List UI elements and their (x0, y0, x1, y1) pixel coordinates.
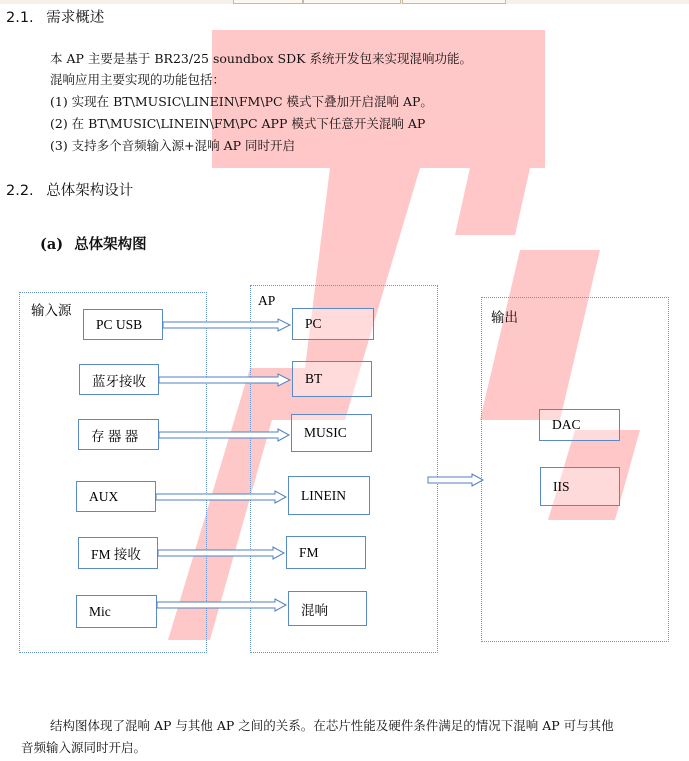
output-box-iis: IIS (540, 467, 620, 506)
section-title: 需求概述 (46, 10, 105, 26)
input-box-bluetooth: 蓝牙接收 (79, 364, 159, 395)
ap-box-linein: LINEIN (288, 476, 370, 515)
arrow-fm-to-fm (158, 547, 284, 559)
arrow-aux-to-linein (156, 491, 286, 503)
output-box-dac: DAC (539, 409, 620, 441)
ap-box-fm: FM (286, 536, 366, 569)
requirement-item-2: (2) 在 BT\MUSIC\LINEIN\FM\PC APP 模式下任意开关混响 AP (50, 116, 426, 131)
section-number: 2.2. (6, 183, 34, 199)
arrow-ap-to-output (428, 474, 483, 486)
arrow-storage-to-music (159, 429, 289, 441)
ap-box-music: MUSIC (291, 414, 372, 452)
ap-group-label: AP (258, 293, 276, 308)
subsection-marker: (a) (40, 236, 64, 253)
section-number: 2.1. (6, 10, 34, 26)
conclusion-line-2: 音频输入源同时开启。 (21, 740, 147, 755)
conclusion-line-1: 结构图体现了混响 AP 与其他 AP 之间的关系。在芯片性能及硬件条件满足的情况下混响 AP 可与其他 (50, 718, 614, 733)
arrow-mic-to-reverb (157, 599, 286, 611)
ap-box-bt: BT (292, 361, 372, 397)
input-source-label: 输入源 (31, 303, 72, 318)
intro-line-1: 本 AP 主要是基于 BR23/25 soundbox SDK 系统开发包来实现混响功能。 (50, 51, 472, 66)
input-box-mic: Mic (76, 595, 157, 628)
ap-box-pc: PC (292, 308, 374, 340)
requirement-item-3: (3) 支持多个音频输入源+混响 AP 同时开启 (50, 138, 296, 153)
subsection-title: 总体架构图 (74, 236, 147, 253)
intro-line-2: 混响应用主要实现的功能包括： (50, 72, 226, 87)
input-box-aux: AUX (76, 481, 156, 512)
output-group-label: 输出 (491, 310, 518, 325)
ap-box-reverb: 混响 (288, 591, 367, 626)
requirement-item-1: (1) 实现在 BT\MUSIC\LINEIN\FM\PC 模式下叠加开启混响 AP。 (50, 94, 433, 109)
arrow-pc-usb-to-pc (163, 319, 290, 331)
arrow-bluetooth-to-bt (159, 374, 290, 386)
input-box-storage: 存 器 器 (78, 419, 159, 450)
input-box-fm: FM 接收 (78, 537, 158, 569)
section-title: 总体架构设计 (46, 183, 134, 199)
input-box-pc-usb: PC USB (83, 309, 163, 340)
